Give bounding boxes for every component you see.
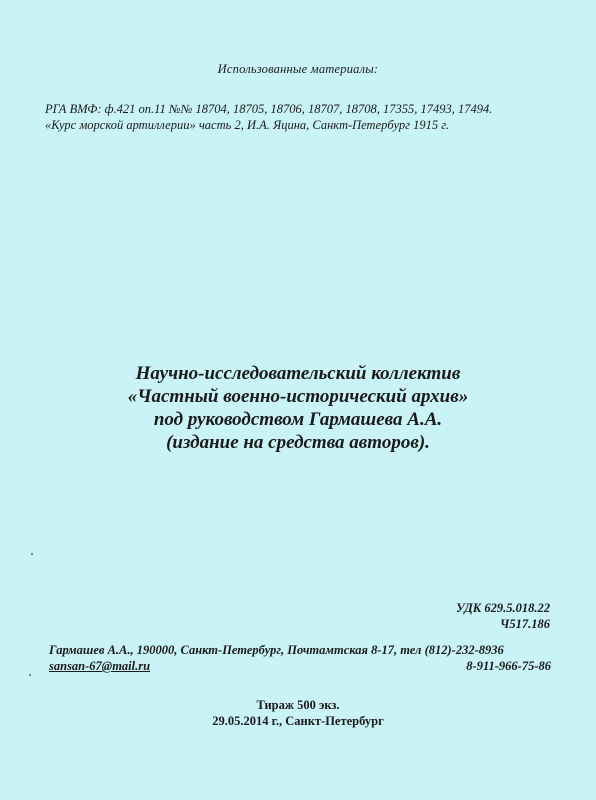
source-item: РГА ВМФ: ф.421 оп.11 №№ 18704, 18705, 18706, 18707, 18708, 17355, 17493, 17494. [45,102,493,116]
contact-row [49,659,551,674]
collective-block [0,362,596,454]
sources-list [45,102,560,133]
contact-address: Гармашев А.А., 190000, Санкт-Петербург, Почтамтская 8-17, тел (812)-232-8936 [49,643,504,657]
scan-speck [29,674,31,676]
collective-line: (издание на средства авторов). [166,432,430,453]
collective-line: Научно-исследовательский коллектив [135,363,461,384]
materials-heading: Использованные материалы: [217,62,379,76]
collective-line: под руководством Гармашева А.А. [153,409,443,430]
email-link[interactable]: sansan-67@mail.ru [49,659,151,673]
source-item: «Курс морской артиллерии» часть 2, И.А. Яцина, Санкт-Петербург 1915 г. [45,117,450,132]
date-place: 29.05.2014 г., Санкт-Петербург [212,714,384,728]
classification-block [456,600,550,632]
udk-code: УДК 629.5.018.22 [456,601,550,615]
mobile-phone: 8-911-966-75-86 [466,659,551,673]
scan-speck [31,553,33,555]
print-run: Тираж 500 экз. [256,698,340,712]
edition-block [0,697,596,729]
collective-line: «Частный военно-исторический архив» [127,386,469,407]
bbk-code: Ч517.186 [500,617,550,631]
